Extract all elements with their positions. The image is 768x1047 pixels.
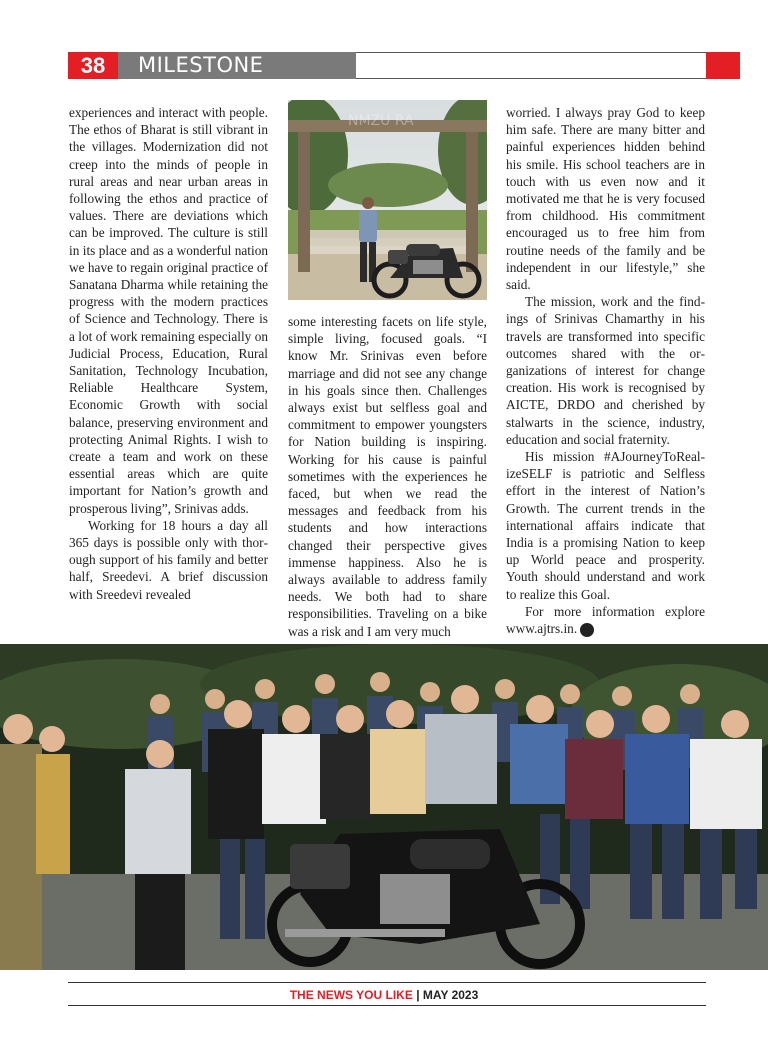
- page-header: [68, 52, 740, 79]
- paragraph: The mission, work and the findings of Srinivas Chamarthy in his travels are transformed into specific outcomes shared with the organizations of interest for change creation. His work is recognised by AICTE, DRDO and cherished by stalwarts in the science, industry, education and social fraternity.: [506, 294, 705, 447]
- footer-separator: |: [416, 988, 420, 1002]
- header-rule: [356, 52, 706, 79]
- article-column-3: [506, 104, 705, 637]
- photo-group-with-motorcycle: [0, 644, 768, 970]
- svg-text:NMZU RA: NMZU RA: [348, 113, 414, 129]
- paragraph: Working for 18 hours a day all 365 days is possible only with thorough support of his family and better half, Sreedevi. A brief discussion with Sreedevi revealed: [69, 517, 268, 602]
- paragraph: experiences and interact with people. The ethos of Bharat is still vibrant in the villages. Modernization did not creep into the minds of people in rural areas and near urban areas in following the ethos and practice of values. There are deviations which can be improved. The culture is still in its place and as a wonderful nation we have to regain original practice of Sanatana Dharma while retaining the progress with the modern practices of Science and Technology. There is a lot of work remaining especially on Judicial Process, Education, Rural Sanitation, Technology Incubation, Reliable Healthcare System, Economic Growth with social balance, preserving environment and protecting Animal Rights. I wish to create a team and work on these essential areas which are quite important for Nation’s growth and prosperous living”, Srinivas adds.: [69, 105, 268, 516]
- paragraph: [506, 603, 705, 637]
- header-red-block: [706, 52, 740, 79]
- paragraph: worried. I always pray God to keep him safe. There are many bitter and painful experiences hidden behind his smile. His school teachers are in touch with us even now and it motivated me that he is very focused from childhood. His commitment encouraged us to free him from routine needs of the family and be independent in our lifestyle,” she said.: [506, 105, 705, 293]
- paragraph: His mission #AJourneyToRealizeSELF is patriotic and Selfless effort in the interest of Nation’s Growth. The current trends in the international affairs indicate that India is a promising Nation to keep up World peace and prosperity. Youth should understand and work to realize this Goal.: [506, 449, 705, 602]
- page-footer: [0, 988, 768, 1002]
- footer-rule-bottom: [68, 1005, 706, 1006]
- page-number: 38: [68, 52, 118, 79]
- section-title: MILESTONE: [118, 52, 356, 79]
- article-column-1: [69, 104, 268, 603]
- article-column-2: [288, 313, 487, 640]
- closing-text: For more information explore www.ajtrs.in.: [506, 603, 705, 637]
- footer-brand: THE NEWS YOU LIKE: [289, 988, 413, 1002]
- photo-man-with-motorcycle: [288, 100, 487, 300]
- footer-rule-top: [68, 982, 706, 983]
- paragraph: some interesting facets on life style, simple living, focused goals. “I know Mr. Srinivas even before marriage and did not see any change in his goals since then. Challenges always exist but selfless goal and commitment to empower youngsters for Nation building is inspiring. Working for his cause is painful sometimes with the experiences he faced, but when we read the messages and feedback from his students and how interactions changed their perspective gives immense happiness. Also he is always available to address family needs. We both had to share responsibilities. Traveling on a bike was a risk and I am very much: [288, 314, 487, 639]
- footer-issue: MAY 2023: [422, 988, 479, 1002]
- end-mark-icon: TN: [580, 623, 594, 637]
